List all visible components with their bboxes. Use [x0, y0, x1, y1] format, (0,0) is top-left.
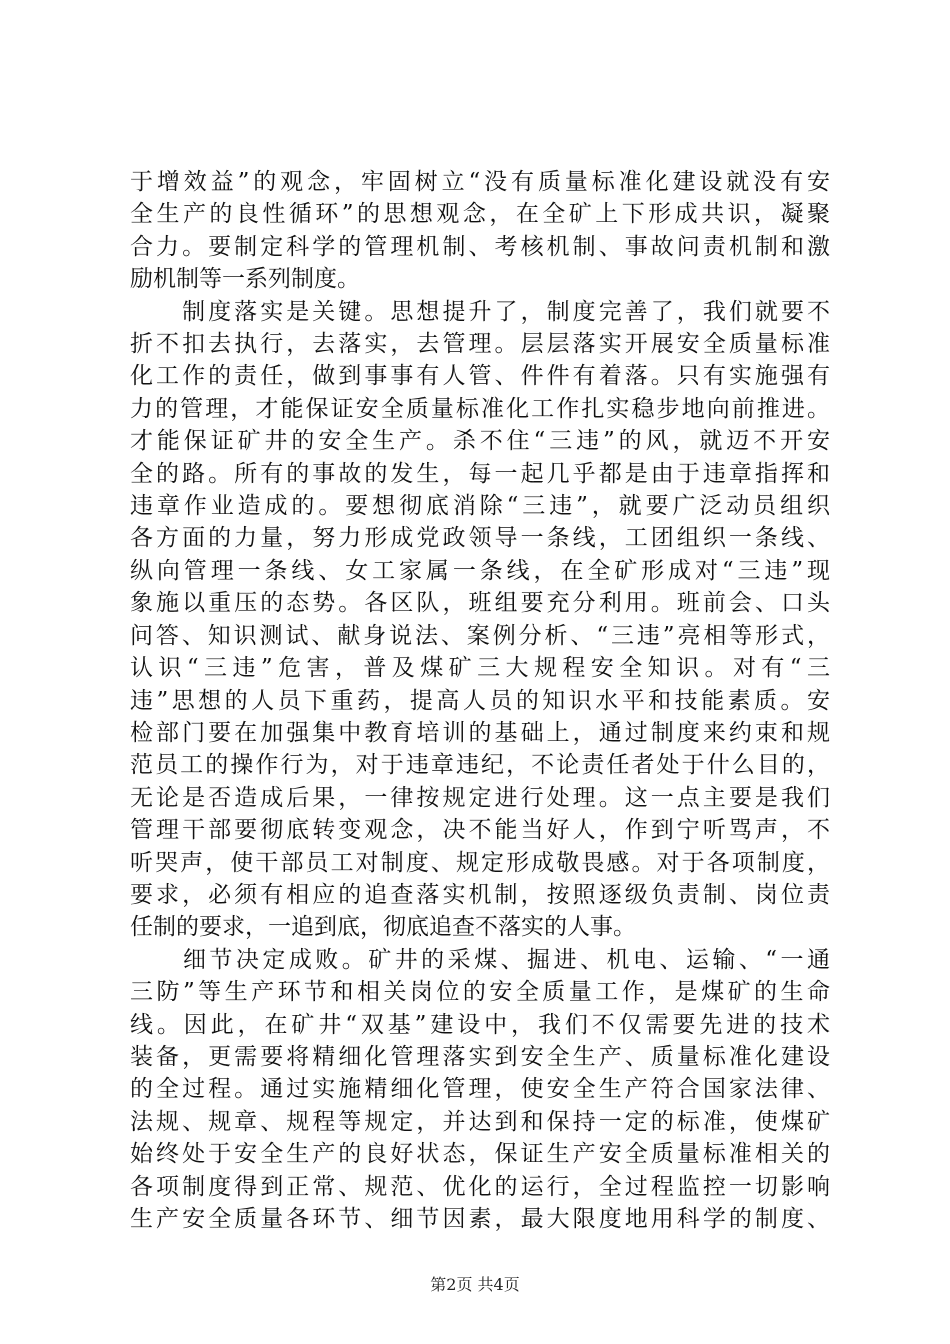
text-line: 力的管理，才能保证安全质量标准化工作扎实稳步地向前推进。: [130, 395, 830, 422]
body-text: [130, 166, 830, 1235]
text-line: 才能保证矿井的安全生产。杀不住“三违”的风，就迈不开安: [130, 428, 830, 455]
page-footer: 第2页 共4页: [430, 1275, 520, 1294]
text-line: 细节决定成败。矿井的采煤、掘进、机电、运输、“一通: [130, 946, 830, 973]
text-line: 象施以重压的态势。各区队，班组要充分利用。班前会、口头: [130, 590, 830, 617]
paragraph: [130, 166, 830, 296]
paragraph: [130, 944, 830, 1236]
text-line: 生产安全质量各环节、细节因素，最大限度地用科学的制度、: [130, 1206, 830, 1232]
paragraph: [130, 296, 830, 944]
text-line: 线。因此，在矿井“双基”建设中，我们不仅需要先进的技术: [130, 1011, 830, 1038]
text-line: 制度落实是关键。思想提升了，制度完善了，我们就要不: [130, 298, 830, 325]
text-line: 要求，必须有相应的追查落实机制，按照逐级负责制、岗位责: [130, 881, 830, 908]
text-line: 折不扣去执行，去落实，去管理。层层落实开展安全质量标准: [130, 331, 830, 358]
text-line: 听哭声，使干部员工对制度、规定形成敬畏感。对于各项制度，: [130, 849, 830, 876]
text-line: 无论是否造成后果，一律按规定进行处理。这一点主要是我们: [130, 784, 830, 811]
text-line: 管理干部要彻底转变观念，决不能当好人，作到宁听骂声，不: [130, 817, 830, 844]
text-line: 问答、知识测试、献身说法、案例分析、“三违”亮相等形式，: [130, 622, 830, 649]
text-line: 各项制度得到正常、规范、优化的运行，全过程监控一切影响: [130, 1173, 830, 1200]
text-line: 违”思想的人员下重药，提高人员的知识水平和技能素质。安: [130, 687, 830, 714]
text-line: 励机制等一系列制度。: [130, 266, 360, 293]
text-line: 装备，更需要将精细化管理落实到安全生产、质量标准化建设: [130, 1043, 830, 1070]
text-line: 始终处于安全生产的良好状态，保证生产安全质量标准相关的: [130, 1141, 830, 1168]
text-line: 各方面的力量，努力形成党政领导一条线，工团组织一条线、: [130, 525, 830, 552]
text-line: 法规、规章、规程等规定，并达到和保持一定的标准，使煤矿: [130, 1108, 830, 1135]
text-line: 认识“三违”危害，普及煤矿三大规程安全知识。对有“三: [130, 655, 830, 682]
text-line: 合力。要制定科学的管理机制、考核机制、事故问责机制和激: [130, 233, 830, 260]
text-line: 的全过程。通过实施精细化管理，使安全生产符合国家法律、: [130, 1076, 830, 1103]
text-line: 任制的要求，一追到底，彻底追查不落实的人事。: [130, 914, 636, 941]
text-line: 检部门要在加强集中教育培训的基础上，通过制度来约束和规: [130, 719, 830, 746]
text-line: 违章作业造成的。要想彻底消除“三违”，就要广泛动员组织: [130, 493, 830, 520]
text-line: 三防”等生产环节和相关岗位的安全质量工作，是煤矿的生命: [130, 979, 830, 1006]
text-line: 纵向管理一条线、女工家属一条线，在全矿形成对“三违”现: [130, 557, 830, 584]
text-line: 范员工的操作行为，对于违章违纪，不论责任者处于什么目的，: [130, 752, 830, 779]
text-line: 化工作的责任，做到事事有人管、件件有着落。只有实施强有: [130, 363, 830, 390]
text-line: 全生产的良性循环”的思想观念，在全矿上下形成共识，凝聚: [130, 201, 830, 228]
text-line: 于增效益”的观念，牢固树立“没有质量标准化建设就没有安: [130, 169, 830, 195]
text-line: 全的路。所有的事故的发生，每一起几乎都是由于违章指挥和: [130, 460, 830, 487]
